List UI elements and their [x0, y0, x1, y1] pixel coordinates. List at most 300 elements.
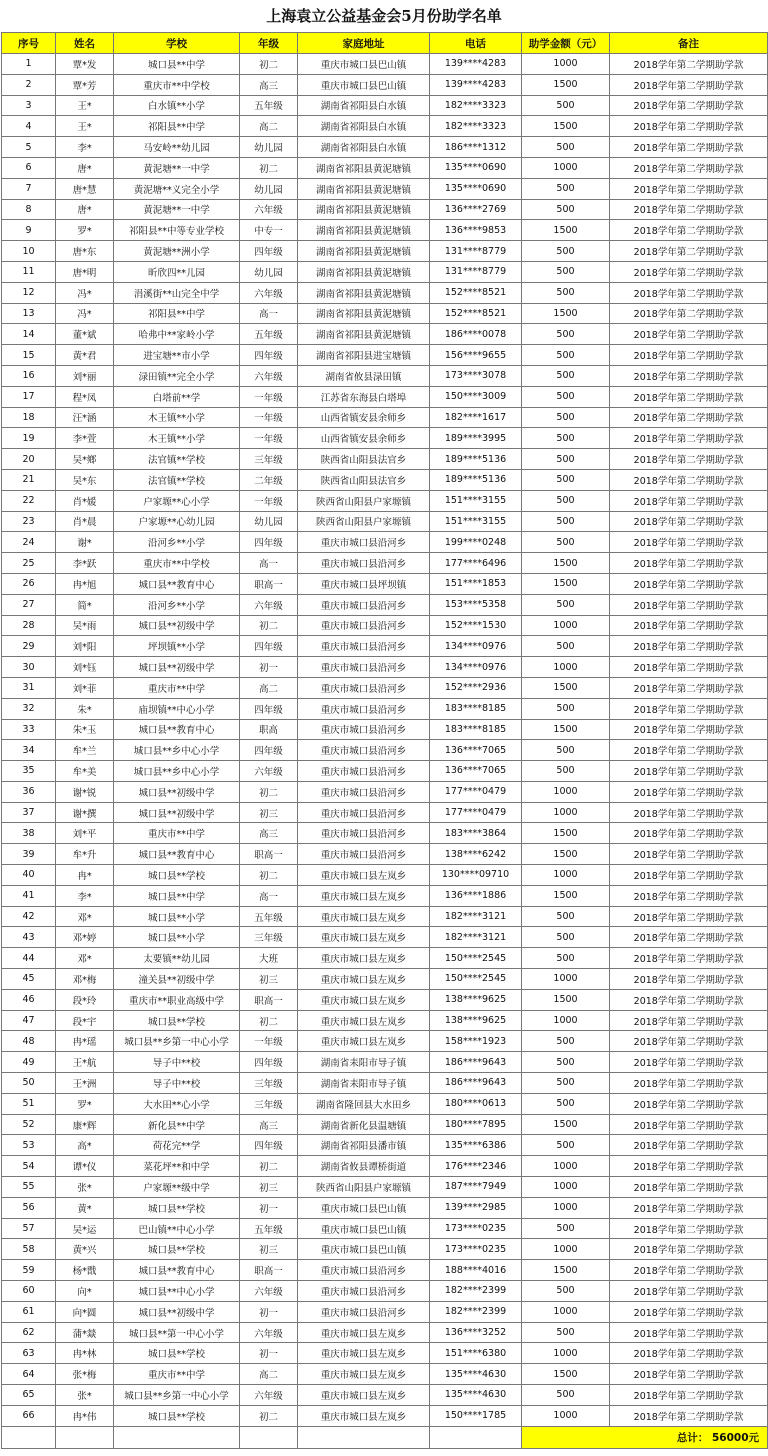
cell-remarks: 2018学年第二学期助学款: [610, 1073, 768, 1094]
cell-amount: 1000: [522, 615, 610, 636]
cell-phone: 136****7065: [430, 740, 522, 761]
cell-name: 冉*瑶: [56, 1031, 114, 1052]
cell-phone: 182****3323: [430, 95, 522, 116]
cell-school: 户家塬**级中学: [114, 1177, 240, 1198]
cell-name: 肖*媛: [56, 490, 114, 511]
cell-name: 王*: [56, 116, 114, 137]
cell-phone: 152****8521: [430, 303, 522, 324]
cell-grade: 初二: [240, 157, 298, 178]
cell-name: 吴*东: [56, 469, 114, 490]
cell-amount: 500: [522, 1322, 610, 1343]
cell-remarks: 2018学年第二学期助学款: [610, 677, 768, 698]
cell-address: 重庆市城口县巴山镇: [298, 1239, 430, 1260]
cell-name: 黄*君: [56, 345, 114, 366]
cell-grade: 幼儿园: [240, 511, 298, 532]
table-row: [2, 1197, 768, 1218]
cell-school: 城口县**乡中心小学: [114, 740, 240, 761]
cell-address: 湖南省耒阳市导子镇: [298, 1052, 430, 1073]
cell-amount: 1000: [522, 1405, 610, 1426]
table-row: [2, 573, 768, 594]
table-row: [2, 54, 768, 75]
cell-amount: 500: [522, 1135, 610, 1156]
cell-remarks: 2018学年第二学期助学款: [610, 553, 768, 574]
cell-address: 重庆市城口县左岚乡: [298, 906, 430, 927]
cell-school: 城口县**学校: [114, 1343, 240, 1364]
cell-grade: 一年级: [240, 1031, 298, 1052]
cell-amount: 500: [522, 906, 610, 927]
cell-index: 10: [2, 241, 56, 262]
cell-amount: 500: [522, 1281, 610, 1302]
cell-name: 段*宇: [56, 1010, 114, 1031]
cell-school: 城口县**中心小学: [114, 1281, 240, 1302]
cell-address: 湖南省祁阳县进宝塘镇: [298, 345, 430, 366]
cell-address: 重庆市城口县沿河乡: [298, 615, 430, 636]
cell-index: 2: [2, 74, 56, 95]
cell-index: 39: [2, 844, 56, 865]
cell-address: 湖南省祁阳县白水镇: [298, 95, 430, 116]
cell-remarks: 2018学年第二学期助学款: [610, 1052, 768, 1073]
cell-address: 湖南省祁阳县黄泥塘镇: [298, 324, 430, 345]
cell-grade: 初三: [240, 969, 298, 990]
cell-name: 李*: [56, 137, 114, 158]
cell-amount: 500: [522, 449, 610, 470]
cell-school: 木王镇**小学: [114, 407, 240, 428]
cell-grade: 初一: [240, 1301, 298, 1322]
table-row: [2, 1135, 768, 1156]
table-row: [2, 220, 768, 241]
cell-address: 重庆市城口县巴山镇: [298, 1218, 430, 1239]
cell-grade: 六年级: [240, 282, 298, 303]
table-row: [2, 698, 768, 719]
cell-remarks: 2018学年第二学期助学款: [610, 948, 768, 969]
cell-phone: 186****1312: [430, 137, 522, 158]
table-row: [2, 761, 768, 782]
table-row: [2, 636, 768, 657]
table-row: [2, 657, 768, 678]
cell-address: 湖南省祁阳县白水镇: [298, 116, 430, 137]
cell-phone: 156****9655: [430, 345, 522, 366]
cell-school: 潼关县**初级中学: [114, 969, 240, 990]
cell-grade: 一年级: [240, 386, 298, 407]
cell-grade: 五年级: [240, 324, 298, 345]
cell-remarks: 2018学年第二学期助学款: [610, 885, 768, 906]
cell-remarks: 2018学年第二学期助学款: [610, 781, 768, 802]
cell-address: 重庆市城口县沿河乡: [298, 657, 430, 678]
cell-grade: 高一: [240, 553, 298, 574]
cell-remarks: 2018学年第二学期助学款: [610, 1239, 768, 1260]
cell-name: 冯*: [56, 282, 114, 303]
cell-name: 罗*: [56, 220, 114, 241]
cell-address: 重庆市城口县沿河乡: [298, 698, 430, 719]
cell-phone: 182****3121: [430, 906, 522, 927]
cell-address: 重庆市城口县左岚乡: [298, 1010, 430, 1031]
cell-school: 户家塬**心小学: [114, 490, 240, 511]
cell-amount: 500: [522, 490, 610, 511]
cell-grade: 二年级: [240, 469, 298, 490]
cell-amount: 500: [522, 698, 610, 719]
cell-phone: 152****1530: [430, 615, 522, 636]
cell-amount: 1000: [522, 54, 610, 75]
cell-remarks: 2018学年第二学期助学款: [610, 1135, 768, 1156]
table-row: [2, 407, 768, 428]
table-row: [2, 1405, 768, 1426]
cell-index: 9: [2, 220, 56, 241]
cell-grade: 五年级: [240, 906, 298, 927]
cell-amount: 500: [522, 1385, 610, 1406]
cell-index: 16: [2, 365, 56, 386]
cell-name: 唐*: [56, 157, 114, 178]
cell-grade: 初二: [240, 1156, 298, 1177]
cell-name: 汪*涵: [56, 407, 114, 428]
cell-index: 47: [2, 1010, 56, 1031]
table-row: [2, 1093, 768, 1114]
cell-school: 城口县**乡中心小学: [114, 761, 240, 782]
cell-remarks: 2018学年第二学期助学款: [610, 1385, 768, 1406]
cell-address: 重庆市城口县沿河乡: [298, 823, 430, 844]
cell-name: 吴*运: [56, 1218, 114, 1239]
cell-grade: 四年级: [240, 740, 298, 761]
cell-amount: 500: [522, 1052, 610, 1073]
cell-school: 城口县**乡第一中心小学: [114, 1031, 240, 1052]
table-row: [2, 948, 768, 969]
table-row: [2, 1156, 768, 1177]
cell-school: 黄泥塘**一中学: [114, 157, 240, 178]
cell-amount: 1000: [522, 1301, 610, 1322]
cell-school: 荷花完**学: [114, 1135, 240, 1156]
cell-index: 63: [2, 1343, 56, 1364]
cell-index: 32: [2, 698, 56, 719]
cell-school: 户家塬**心幼儿园: [114, 511, 240, 532]
cell-name: 康*辉: [56, 1114, 114, 1135]
cell-address: 重庆市城口县沿河乡: [298, 1260, 430, 1281]
cell-grade: 六年级: [240, 1322, 298, 1343]
cell-address: 江苏省东海县白塔埠: [298, 386, 430, 407]
cell-remarks: 2018学年第二学期助学款: [610, 636, 768, 657]
cell-address: 山西省镇安县余师乡: [298, 407, 430, 428]
cell-amount: 500: [522, 1073, 610, 1094]
table-row: [2, 906, 768, 927]
cell-phone: 135****4630: [430, 1364, 522, 1385]
cell-index: 49: [2, 1052, 56, 1073]
cell-index: 30: [2, 657, 56, 678]
cell-amount: 500: [522, 1218, 610, 1239]
cell-remarks: 2018学年第二学期助学款: [610, 303, 768, 324]
cell-amount: 1500: [522, 989, 610, 1010]
cell-amount: 1500: [522, 1364, 610, 1385]
cell-phone: 189****3995: [430, 428, 522, 449]
cell-name: 冉*伟: [56, 1405, 114, 1426]
cell-name: 张*梅: [56, 1364, 114, 1385]
cell-address: 湖南省祁阳县黄泥塘镇: [298, 178, 430, 199]
cell-remarks: 2018学年第二学期助学款: [610, 1322, 768, 1343]
cell-name: 覃*芳: [56, 74, 114, 95]
cell-name: 王*洲: [56, 1073, 114, 1094]
table-row: [2, 116, 768, 137]
cell-remarks: 2018学年第二学期助学款: [610, 1177, 768, 1198]
cell-grade: 高二: [240, 677, 298, 698]
cell-address: 陕西省山阳县户家塬镇: [298, 490, 430, 511]
cell-index: 42: [2, 906, 56, 927]
header-amount: 助学金额（元）: [522, 33, 610, 54]
cell-index: 26: [2, 573, 56, 594]
cell-remarks: 2018学年第二学期助学款: [610, 116, 768, 137]
cell-index: 44: [2, 948, 56, 969]
table-row: [2, 885, 768, 906]
cell-address: 重庆市城口县巴山镇: [298, 54, 430, 75]
cell-phone: 199****0248: [430, 532, 522, 553]
cell-name: 刘*平: [56, 823, 114, 844]
cell-address: 重庆市城口县沿河乡: [298, 1301, 430, 1322]
cell-school: 祁阳县**中学: [114, 303, 240, 324]
cell-index: 52: [2, 1114, 56, 1135]
cell-grade: 幼儿园: [240, 261, 298, 282]
table-row: [2, 74, 768, 95]
cell-grade: 高三: [240, 74, 298, 95]
cell-remarks: 2018学年第二学期助学款: [610, 761, 768, 782]
cell-school: 法官镇**学校: [114, 469, 240, 490]
cell-remarks: 2018学年第二学期助学款: [610, 719, 768, 740]
cell-index: 17: [2, 386, 56, 407]
cell-name: 谭*仪: [56, 1156, 114, 1177]
cell-phone: 186****0078: [430, 324, 522, 345]
cell-address: 重庆市城口县左岚乡: [298, 989, 430, 1010]
cell-name: 冉*旭: [56, 573, 114, 594]
cell-amount: 1500: [522, 573, 610, 594]
cell-name: 邓*: [56, 948, 114, 969]
cell-school: 黄泥塘**洲小学: [114, 241, 240, 262]
cell-address: 湖南省祁阳县黄泥塘镇: [298, 220, 430, 241]
cell-name: 张*: [56, 1385, 114, 1406]
cell-index: 55: [2, 1177, 56, 1198]
cell-address: 重庆市城口县沿河乡: [298, 844, 430, 865]
cell-phone: 150****1785: [430, 1405, 522, 1426]
cell-index: 51: [2, 1093, 56, 1114]
cell-address: 陕西省山阳县法官乡: [298, 449, 430, 470]
cell-index: 31: [2, 677, 56, 698]
cell-name: 谢*: [56, 532, 114, 553]
cell-school: 城口县**教育中心: [114, 1260, 240, 1281]
cell-grade: 初一: [240, 1343, 298, 1364]
cell-amount: 500: [522, 386, 610, 407]
cell-index: 8: [2, 199, 56, 220]
cell-grade: 四年级: [240, 698, 298, 719]
cell-amount: 500: [522, 407, 610, 428]
table-row: [2, 1052, 768, 1073]
cell-amount: 1000: [522, 657, 610, 678]
cell-grade: 四年级: [240, 636, 298, 657]
cell-remarks: 2018学年第二学期助学款: [610, 1114, 768, 1135]
cell-remarks: 2018学年第二学期助学款: [610, 324, 768, 345]
cell-name: 谢*锐: [56, 781, 114, 802]
table-row: [2, 865, 768, 886]
cell-school: 太要镇**幼儿园: [114, 948, 240, 969]
cell-grade: 高一: [240, 885, 298, 906]
cell-school: 祁阳县**中等专业学校: [114, 220, 240, 241]
cell-phone: 151****3155: [430, 490, 522, 511]
cell-amount: 500: [522, 636, 610, 657]
cell-address: 重庆市城口县沿河乡: [298, 781, 430, 802]
cell-name: 吴*鄉: [56, 449, 114, 470]
cell-amount: 1500: [522, 303, 610, 324]
cell-address: 重庆市城口县左岚乡: [298, 1343, 430, 1364]
cell-school: 祁阳县**中学: [114, 116, 240, 137]
cell-phone: 153****5358: [430, 594, 522, 615]
cell-phone: 151****1853: [430, 573, 522, 594]
cell-index: 48: [2, 1031, 56, 1052]
header-school: 学校: [114, 33, 240, 54]
cell-phone: 180****0613: [430, 1093, 522, 1114]
cell-amount: 1000: [522, 781, 610, 802]
cell-remarks: 2018学年第二学期助学款: [610, 386, 768, 407]
cell-phone: 182****3121: [430, 927, 522, 948]
cell-address: 重庆市城口县左岚乡: [298, 927, 430, 948]
cell-remarks: 2018学年第二学期助学款: [610, 969, 768, 990]
cell-phone: 135****0690: [430, 157, 522, 178]
cell-name: 肖*晨: [56, 511, 114, 532]
cell-name: 刘*阳: [56, 636, 114, 657]
cell-school: 城口县**乡第一中心小学: [114, 1385, 240, 1406]
cell-remarks: 2018学年第二学期助学款: [610, 365, 768, 386]
table-row: [2, 1239, 768, 1260]
cell-remarks: 2018学年第二学期助学款: [610, 74, 768, 95]
table-row: [2, 282, 768, 303]
header-name: 姓名: [56, 33, 114, 54]
table-row: [2, 969, 768, 990]
cell-school: 坪坝镇**小学: [114, 636, 240, 657]
cell-address: 重庆市城口县沿河乡: [298, 636, 430, 657]
cell-school: 城口县**初级中学: [114, 802, 240, 823]
cell-school: 城口县**教育中心: [114, 844, 240, 865]
cell-remarks: 2018学年第二学期助学款: [610, 137, 768, 158]
cell-name: 邓*: [56, 906, 114, 927]
cell-remarks: 2018学年第二学期助学款: [610, 1301, 768, 1322]
cell-name: 王*航: [56, 1052, 114, 1073]
cell-phone: 183****8185: [430, 698, 522, 719]
cell-index: 43: [2, 927, 56, 948]
cell-amount: 500: [522, 199, 610, 220]
cell-phone: 134****0976: [430, 636, 522, 657]
cell-phone: 189****5136: [430, 449, 522, 470]
cell-name: 谢*撰: [56, 802, 114, 823]
cell-name: 高*: [56, 1135, 114, 1156]
cell-phone: 182****3323: [430, 116, 522, 137]
table-row: [2, 241, 768, 262]
cell-index: 25: [2, 553, 56, 574]
cell-grade: 六年级: [240, 761, 298, 782]
cell-name: 杨*戬: [56, 1260, 114, 1281]
cell-school: 重庆市**中学: [114, 823, 240, 844]
cell-phone: 135****6386: [430, 1135, 522, 1156]
cell-phone: 151****3155: [430, 511, 522, 532]
header-row: [2, 33, 768, 54]
cell-phone: 139****4283: [430, 74, 522, 95]
cell-amount: 1000: [522, 1010, 610, 1031]
cell-grade: 一年级: [240, 428, 298, 449]
cell-school: 菜花坪**和中学: [114, 1156, 240, 1177]
cell-school: 白塔前**学: [114, 386, 240, 407]
total-empty-cell: [2, 1426, 56, 1448]
cell-school: 城口县**初级中学: [114, 781, 240, 802]
total-row: [2, 1426, 768, 1448]
cell-amount: 500: [522, 324, 610, 345]
header-address: 家庭地址: [298, 33, 430, 54]
cell-school: 重庆市**中学: [114, 677, 240, 698]
cell-index: 64: [2, 1364, 56, 1385]
cell-phone: 135****4630: [430, 1385, 522, 1406]
cell-remarks: 2018学年第二学期助学款: [610, 449, 768, 470]
cell-grade: 初二: [240, 1405, 298, 1426]
header-phone: 电话: [430, 33, 522, 54]
cell-amount: 500: [522, 1031, 610, 1052]
cell-amount: 500: [522, 469, 610, 490]
cell-school: 昕欣四**儿园: [114, 261, 240, 282]
cell-phone: 138****9625: [430, 1010, 522, 1031]
cell-grade: 初三: [240, 802, 298, 823]
cell-remarks: 2018学年第二学期助学款: [610, 261, 768, 282]
cell-grade: 六年级: [240, 594, 298, 615]
cell-index: 66: [2, 1405, 56, 1426]
cell-remarks: 2018学年第二学期助学款: [610, 823, 768, 844]
cell-name: 唐*明: [56, 261, 114, 282]
cell-address: 重庆市城口县巴山镇: [298, 74, 430, 95]
table-row: [2, 303, 768, 324]
cell-school: 重庆市**中学校: [114, 74, 240, 95]
cell-name: 王*: [56, 95, 114, 116]
cell-phone: 131****8779: [430, 261, 522, 282]
cell-phone: 183****3864: [430, 823, 522, 844]
cell-phone: 158****1923: [430, 1031, 522, 1052]
cell-name: 向*: [56, 1281, 114, 1302]
cell-phone: 138****9625: [430, 989, 522, 1010]
cell-address: 重庆市城口县沿河乡: [298, 761, 430, 782]
cell-amount: 1500: [522, 844, 610, 865]
cell-name: 黄*兴: [56, 1239, 114, 1260]
table-row: [2, 199, 768, 220]
cell-phone: 135****0690: [430, 178, 522, 199]
table-row: [2, 1343, 768, 1364]
cell-remarks: 2018学年第二学期助学款: [610, 1010, 768, 1031]
cell-remarks: 2018学年第二学期助学款: [610, 282, 768, 303]
cell-remarks: 2018学年第二学期助学款: [610, 54, 768, 75]
cell-name: 唐*: [56, 199, 114, 220]
cell-amount: 1000: [522, 1197, 610, 1218]
cell-remarks: 2018学年第二学期助学款: [610, 698, 768, 719]
cell-address: 重庆市城口县左岚乡: [298, 969, 430, 990]
cell-phone: 177****0479: [430, 802, 522, 823]
cell-amount: 1000: [522, 157, 610, 178]
cell-school: 城口县**教育中心: [114, 573, 240, 594]
cell-amount: 500: [522, 345, 610, 366]
cell-name: 邓*梅: [56, 969, 114, 990]
table-row: [2, 261, 768, 282]
table-row: [2, 1260, 768, 1281]
cell-name: 罗*: [56, 1093, 114, 1114]
cell-school: 沿河乡**小学: [114, 532, 240, 553]
cell-school: 城口县**教育中心: [114, 719, 240, 740]
cell-name: 简*: [56, 594, 114, 615]
table-row: [2, 511, 768, 532]
cell-phone: 136****7065: [430, 761, 522, 782]
cell-school: 城口县**学校: [114, 1239, 240, 1260]
cell-school: 木王镇**小学: [114, 428, 240, 449]
cell-phone: 136****2769: [430, 199, 522, 220]
cell-index: 15: [2, 345, 56, 366]
cell-school: 涓溪街**山完全中学: [114, 282, 240, 303]
cell-grade: 初二: [240, 781, 298, 802]
cell-grade: 四年级: [240, 345, 298, 366]
cell-school: 重庆市**中学: [114, 1364, 240, 1385]
cell-address: 重庆市城口县左岚乡: [298, 948, 430, 969]
